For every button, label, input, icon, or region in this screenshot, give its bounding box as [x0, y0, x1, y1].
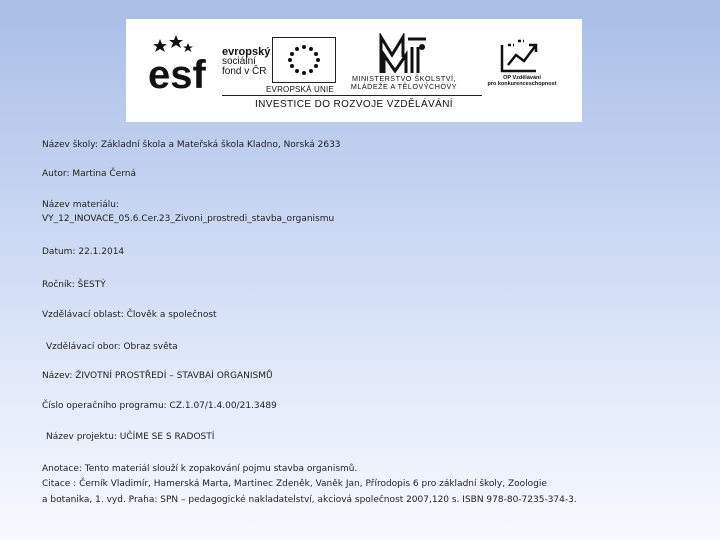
field-citation-line-2: a botanika, 1. vyd. Praha: SPN – pedagogické nakladatelství, akciová společnost 2007,120 s. ISBN 978-80-7235-374-3. [42, 495, 577, 505]
field-date: Datum: 22.1.2014 [42, 247, 125, 257]
field-education-subject: Vzdělávací obor: Obraz světa [46, 342, 178, 352]
esf-line-1: evropský [222, 46, 271, 58]
eu-caption: EVROPSKÁ UNIE [266, 85, 334, 94]
field-education-area: Vzdělávací oblast: Člověk a společnost [42, 310, 217, 320]
banner-tagline: INVESTICE DO ROZVOJE VZDĚLÁVÁNÍ [255, 99, 453, 110]
field-material-label: Název materiálu: [42, 200, 119, 210]
op-line-1: OP Vzdělávání [503, 75, 541, 81]
msmt-line-1: MINISTERSTVO ŠKOLSTVÍ, [351, 74, 457, 83]
field-material-code: VY_12_INOVACE_05.6.Cer.23_Zivoni_prostredi_stavba_organismu [42, 214, 335, 224]
msmt-line-2: MLÁDEŽE A TĚLOVÝCHOVY [350, 82, 458, 91]
field-project-name: Název projektu: UČÍME SE S RADOSTÍ [46, 432, 215, 442]
field-program-number: Číslo operačního programu: CZ.1.07/1.4.00/21.3489 [42, 401, 277, 411]
op-line-2: pro konkurenceschopnost [487, 81, 557, 87]
field-title: Název: ŽIVOTNÍ PROSTŘEDÍ – STAVBAÍ ORGANISMŮ [42, 371, 273, 381]
field-author: Autor: Martina Černá [42, 169, 137, 179]
field-annotation: Anotace: Tento materiál slouží k zopakování pojmu stavba organismů. [42, 464, 358, 474]
esf-line-2: sociální [222, 56, 256, 67]
esf-wordmark: esf [148, 53, 206, 93]
field-grade: Ročník: ŠESTÝ [42, 280, 106, 290]
field-school-name: Název školy: Základní škola a Mateřská škola Kladno, Norská 2633 [42, 140, 341, 150]
field-citation-line-1: Citace : Černík Vladimír, Hamerská Marta, Martinec Zdeněk, Vaněk Jan, Přírodopis 6 pro základní školy, Zoologie [42, 479, 547, 489]
esf-line-3: fond v ČR [222, 66, 267, 77]
